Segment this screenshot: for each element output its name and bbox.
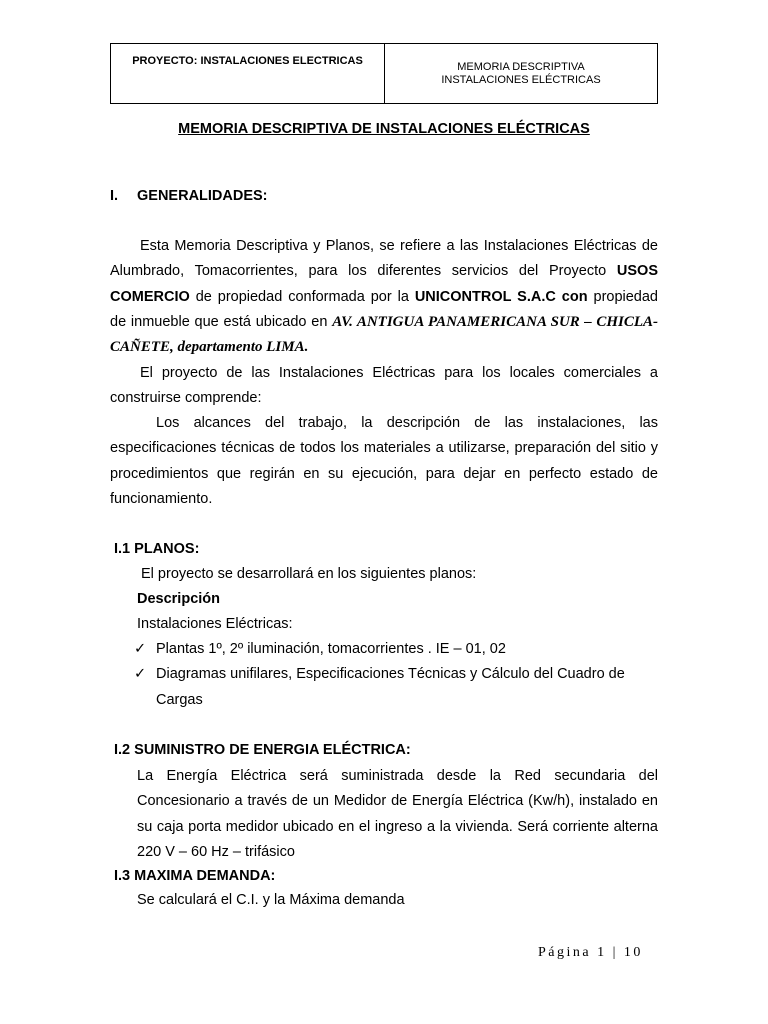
p1-address: AV. ANTIGUA PANAMERICANA SUR – CHICLA- CAÑETE, departamento LIMA. xyxy=(110,313,658,356)
planos-intro: El proyecto se desarrollará en los siguientes planos: xyxy=(141,566,477,582)
planos-sub: Instalaciones Eléctricas: xyxy=(137,616,293,632)
planos-item-2-line1: Diagramas unifilares, Especificaciones Técnicas y Cálculo del Cuadro de xyxy=(156,666,625,682)
p1-text-a: Esta Memoria Descriptiva y Planos, se refiere a las Instalaciones Eléctricas de Alumbrado, Tomacorrientes, para los diferentes servicios del Proyecto xyxy=(110,238,658,280)
p2-text: El proyecto de las Instalaciones Eléctricas para los locales comerciales a construirse comprende: xyxy=(110,365,658,407)
header-doc-type xyxy=(385,44,657,103)
p3-text: Los alcances del trabajo, la descripción de las instalaciones, las especificaciones técnicas de todos los materiales a utilizarse, preparación del sitio y procedimientos que regirán en su ejecución, para dejar en perfecto estado de funcionamiento. xyxy=(110,415,658,507)
page-number: Página 1 | 10 xyxy=(538,945,643,960)
header-doc-line2: INSTALACIONES ELÉCTRICAS xyxy=(441,74,601,86)
section-1-number: I. xyxy=(110,188,119,204)
paragraph-scope xyxy=(110,361,658,412)
paragraph-alcances xyxy=(110,411,658,512)
check-icon: ✓ xyxy=(134,641,147,657)
planos-desc-label: Descripción xyxy=(137,591,220,607)
section-1-3-heading: I.3 MAXIMA DEMANDA: xyxy=(114,868,276,884)
p1-text-c: de propiedad conformada por la xyxy=(189,288,415,305)
check-icon: ✓ xyxy=(134,666,147,682)
header-project: PROYECTO: INSTALACIONES ELECTRICAS xyxy=(111,44,385,103)
header-table xyxy=(110,43,658,104)
header-doc-line1: MEMORIA DESCRIPTIVA xyxy=(457,61,585,73)
document-title: MEMORIA DESCRIPTIVA DE INSTALACIONES ELÉCTRICAS xyxy=(178,121,590,137)
paragraph-generalidades xyxy=(110,234,658,360)
section-1-2-heading: I.2 SUMINISTRO DE ENERGIA ELÉCTRICA: xyxy=(114,742,411,758)
section-1-heading: GENERALIDADES: xyxy=(137,188,268,204)
p1-project-name: USOS COMERCIO xyxy=(110,263,658,305)
planos-item-1: Plantas 1º, 2º iluminación, tomacorrientes . IE – 01, 02 xyxy=(156,641,506,657)
p1-text-e: propiedad de inmueble que está ubicado en xyxy=(110,288,659,330)
suministro-text: La Energía Eléctrica será suministrada desde la Red secundaria del Concesionario a través de un Medidor de Energía Eléctrica (Kw/h), instalado en su caja porta medidor ubicado en el ingreso a la vivienda. Será corriente alterna 220 V – 60 Hz – trifásico xyxy=(137,768,658,860)
p1-owner: UNICONTROL S.A.C con xyxy=(414,288,588,305)
maxima-demanda-text: Se calculará el C.I. y la Máxima demanda xyxy=(137,892,405,908)
section-1-1-heading: I.1 PLANOS: xyxy=(114,541,200,557)
planos-item-2-line2: Cargas xyxy=(156,692,203,708)
